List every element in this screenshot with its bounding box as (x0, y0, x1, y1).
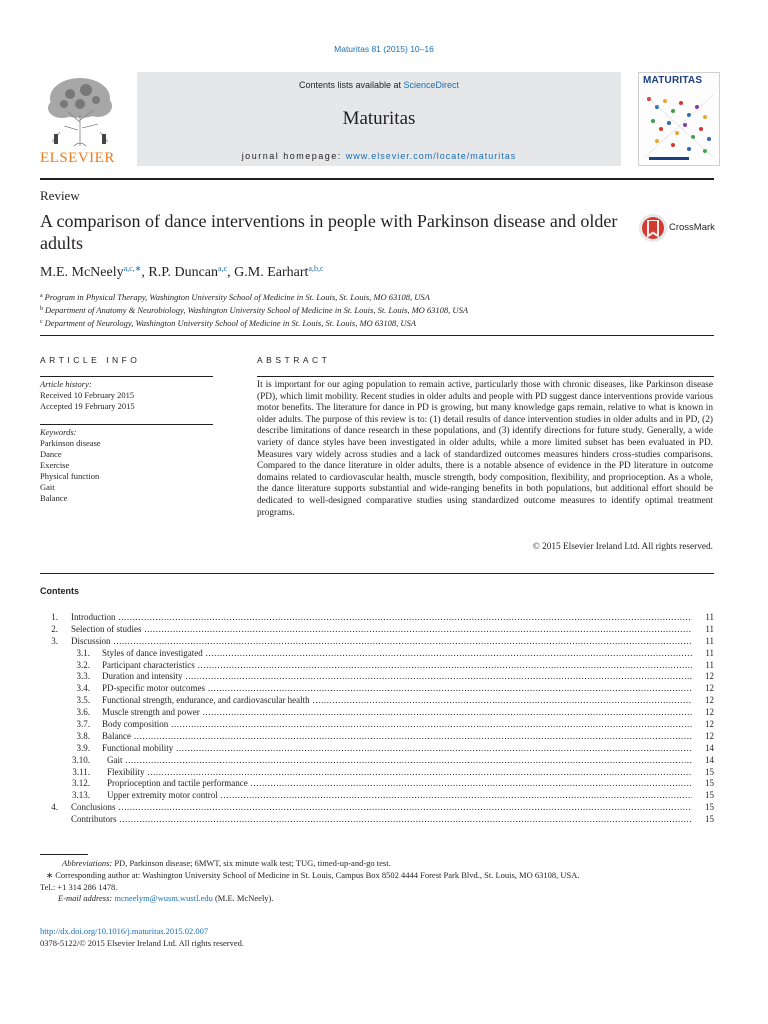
toc-entry[interactable] (40, 731, 714, 743)
doi-link[interactable]: http://dx.doi.org/10.1016/j.maturitas.2015.02.007 (40, 926, 209, 936)
keyword: Gait (40, 482, 55, 492)
author-name[interactable]: G.M. Earhart (234, 265, 309, 280)
toc-page-number: 11 (705, 647, 714, 658)
author-separator: , (227, 265, 235, 280)
accepted-date: Accepted 19 February 2015 (40, 401, 135, 411)
toc-label[interactable]: Functional strength, endurance, and cardiovascular health ..... (102, 695, 692, 707)
toc-label[interactable]: Introduction ..... (71, 612, 692, 624)
author-list (40, 264, 324, 281)
toc-label[interactable]: Functional mobility ..... (102, 743, 692, 755)
homepage-link[interactable]: www.elsevier.com/locate/maturitas (345, 151, 517, 161)
keywords (40, 427, 215, 504)
toc-number: 3.7. (76, 719, 90, 730)
contents-heading: Contents (40, 586, 79, 596)
toc-number: 1. (51, 612, 58, 622)
keyword: Dance (40, 449, 62, 459)
toc-label[interactable]: Flexibility ..... (107, 767, 692, 779)
toc-number: 3.8. (76, 730, 90, 741)
toc-label[interactable]: Gait ..... (107, 755, 692, 767)
affiliation-marker: c (40, 319, 43, 325)
toc-entry[interactable] (40, 802, 714, 814)
affiliation-text: Program in Physical Therapy, Washington University School of Medicine in St. Louis, St. Louis, MO 63108, USA (44, 292, 430, 302)
keyword: Parkinson disease (40, 438, 101, 448)
affiliation-marker: a (40, 293, 43, 299)
toc-label[interactable]: Proprioception and tactile performance ..... (107, 778, 692, 790)
abstract-text: It is important for our aging population to remain active, particularly those with chronic diseases, like Parkinson disease (PD), which limit mobility. Recent studies in older adults and people with PD suggest dance interventions provide various motor benefits. The literature for dance in PD is growing, but many knowledge gaps remain, relative to what is known in older adults. The purpose of this review is to: (1) detail results of dance intervention studies in older adults and in PD, (2) describe limitations of dance research in these populations, and (3) identify directions for future study. Generally, a wide variety of dance styles have been investigated in older adults, while a more limited subset has been evaluated in PD. Measures vary widely across studies and a lack of standardized outcomes measures hinders cross-studies comparisons. Compared to the dance literature in older adults, there is a notable absence of evidence in the PD literature in outcome domains related to cardiovascular health, muscle strength, body composition, flexibility, and proprioception. As a whole, the dance literature supports substantial and wide-ranging benefits in both populations, but additional effort should be dedicated to well-designed comparative studies using standardized outcome measures to identify optimal treatment programs. (257, 380, 713, 518)
journal-reference[interactable]: Maturitas 81 (2015) 10–16 (334, 44, 434, 54)
toc-page-number: 12 (705, 683, 714, 694)
abbreviations-note (40, 858, 720, 870)
toc-entry[interactable] (40, 683, 714, 695)
toc-label[interactable]: Selection of studies ..... (71, 624, 692, 636)
affiliations (40, 290, 720, 329)
affiliation-text: Department of Anatomy & Neurobiology, Washington University School of Medicine in St. Louis, St. Louis, MO 63108, USA (45, 305, 469, 315)
toc-label[interactable]: PD-specific motor outcomes ..... (102, 683, 692, 695)
affiliation-text: Department of Neurology, Washington University School of Medicine in St. Louis, St. Louis, MO 63108, USA (44, 318, 416, 328)
abstract-rule (257, 376, 714, 377)
header-rule (40, 178, 714, 180)
toc-label[interactable]: Discussion ..... (71, 636, 692, 648)
author-affiliation-marker[interactable]: a,b,c (308, 264, 324, 273)
toc-entry[interactable] (40, 636, 714, 648)
contents-available (137, 80, 621, 90)
article-info-heading: ARTICLE INFO (40, 355, 141, 365)
abbreviations-label: Abbreviations: (62, 858, 113, 868)
keywords-label: Keywords: (40, 427, 77, 437)
toc-page-number: 14 (705, 742, 714, 753)
toc-entry[interactable] (40, 695, 714, 707)
toc-number: 3.13. (72, 790, 90, 801)
toc-entry[interactable] (40, 743, 714, 755)
history-label: Article history: (40, 379, 92, 389)
toc-number: 3.2. (76, 659, 90, 670)
abstract-heading: ABSTRACT (257, 355, 331, 365)
toc-label[interactable]: Contributors ..... (71, 814, 692, 826)
toc-label[interactable]: Balance ..... (102, 731, 692, 743)
toc-entry[interactable] (40, 814, 714, 826)
toc-page-number: 12 (705, 707, 714, 718)
author-name[interactable]: M.E. McNeely (40, 265, 124, 280)
issn-copyright: 0378-5122/© 2015 Elsevier Ireland Ltd. All rights reserved. (40, 937, 245, 948)
crossmark-label: CrossMark (669, 222, 715, 233)
affiliation-b (40, 303, 720, 316)
affiliation-c (40, 316, 720, 329)
toc-page-number: 11 (705, 612, 714, 622)
toc-number: 2. (51, 623, 58, 634)
contents-available-prefix: Contents lists available at (298, 80, 404, 90)
toc-page-number: 15 (705, 814, 714, 825)
affiliation-rule (40, 335, 714, 336)
info-rule (40, 376, 213, 377)
toc-page-number: 15 (705, 778, 714, 789)
toc-page-number: 12 (705, 695, 714, 706)
toc-number: 3.10. (72, 754, 90, 765)
keyword: Physical function (40, 471, 100, 481)
toc-label[interactable]: Upper extremity motor control ..... (107, 790, 692, 802)
toc-label[interactable]: Muscle strength and power ..... (102, 707, 692, 719)
article-type: Review (40, 188, 80, 203)
toc-page-number: 15 (705, 802, 714, 813)
toc-page-number: 14 (705, 754, 714, 765)
crossmark-badge[interactable] (638, 212, 718, 244)
abstract-bottom-rule (40, 573, 714, 574)
toc-number: 3.5. (76, 695, 90, 706)
affiliation-a (40, 290, 720, 303)
toc-number: 4. (51, 802, 58, 813)
toc-entry[interactable] (40, 648, 714, 660)
article-history (40, 379, 215, 412)
homepage-prefix: journal homepage: (241, 151, 346, 161)
toc-page-number: 15 (705, 766, 714, 777)
table-of-contents (40, 612, 714, 826)
abbreviations-text: PD, Parkinson disease; 6MWT, six minute walk test; TUG, timed-up-and-go test. (112, 858, 391, 868)
toc-label[interactable]: Styles of dance investigated ..... (102, 648, 692, 660)
toc-entry[interactable] (40, 719, 714, 731)
toc-page-number: 12 (705, 730, 714, 741)
abstract-copyright: © 2015 Elsevier Ireland Ltd. All rights reserved. (532, 542, 713, 552)
keyword: Exercise (40, 460, 70, 470)
toc-entry[interactable] (40, 767, 714, 779)
toc-number: 3. (51, 635, 58, 646)
corresponding-author: ∗ Corresponding author at: Washington University School of Medicine in St. Louis, Campus Box 8502 4444 Forest Park Blvd., St. Louis, MO 63108, USA. (46, 869, 580, 880)
toc-label[interactable]: Body composition ..... (102, 719, 692, 731)
cover-title: MATURITAS (643, 75, 703, 86)
journal-cover-image (638, 72, 720, 166)
toc-label[interactable]: Participant characteristics ..... (102, 660, 692, 672)
journal-homepage (137, 151, 621, 161)
toc-number: 3.11. (72, 766, 90, 777)
toc-page-number: 11 (705, 659, 714, 670)
toc-entry[interactable] (40, 671, 714, 683)
toc-page-number: 11 (705, 623, 714, 634)
sciencedirect-link[interactable]: ScienceDirect (403, 80, 460, 90)
toc-number: 3.6. (76, 707, 90, 718)
cover-artwork (639, 87, 719, 166)
toc-entry[interactable] (40, 778, 714, 790)
footnote-rule (40, 854, 88, 855)
email-suffix: (M.E. McNeely). (212, 893, 274, 904)
email-link[interactable]: mcneelym@wusm.wustl.edu (114, 893, 213, 904)
toc-entry[interactable] (40, 612, 714, 624)
author-affiliation-marker[interactable]: a,c (218, 264, 228, 273)
toc-entry[interactable] (40, 660, 714, 672)
author-separator: , (141, 265, 149, 280)
info-rule (40, 424, 213, 425)
toc-page-number: 11 (705, 635, 714, 646)
affiliation-marker: b (40, 306, 43, 312)
toc-number: 3.1. (76, 647, 90, 658)
toc-entry[interactable] (40, 624, 714, 636)
author-name[interactable]: R.P. Duncan (148, 265, 219, 280)
toc-page-number: 15 (705, 790, 714, 801)
crossmark-icon (638, 212, 668, 244)
toc-number: 3.4. (76, 683, 90, 694)
toc-number: 3.3. (76, 671, 90, 682)
email-label: E-mail address: (58, 893, 113, 904)
toc-number: 3.12. (72, 778, 90, 789)
article-title: A comparison of dance interventions in people with Parkinson disease and older adults (40, 211, 618, 253)
email-note (40, 893, 720, 905)
author-affiliation-marker[interactable]: a,c,∗ (123, 264, 142, 273)
journal-title: Maturitas (342, 108, 416, 129)
toc-entry[interactable] (40, 790, 714, 802)
toc-label[interactable]: Conclusions ..... (71, 802, 692, 814)
elsevier-wordmark: ELSEVIER (40, 150, 115, 166)
toc-entry[interactable] (40, 707, 714, 719)
telephone: Tel.: +1 314 286 1478. (40, 881, 118, 892)
toc-number: 3.9. (76, 742, 90, 753)
toc-label[interactable]: Duration and intensity ..... (102, 671, 692, 683)
received-date: Received 10 February 2015 (40, 390, 135, 400)
toc-page-number: 12 (705, 671, 714, 682)
toc-entry[interactable] (40, 755, 714, 767)
toc-page-number: 12 (705, 719, 714, 730)
keyword: Balance (40, 493, 68, 503)
doi-block (40, 926, 720, 950)
footnotes (40, 858, 720, 905)
